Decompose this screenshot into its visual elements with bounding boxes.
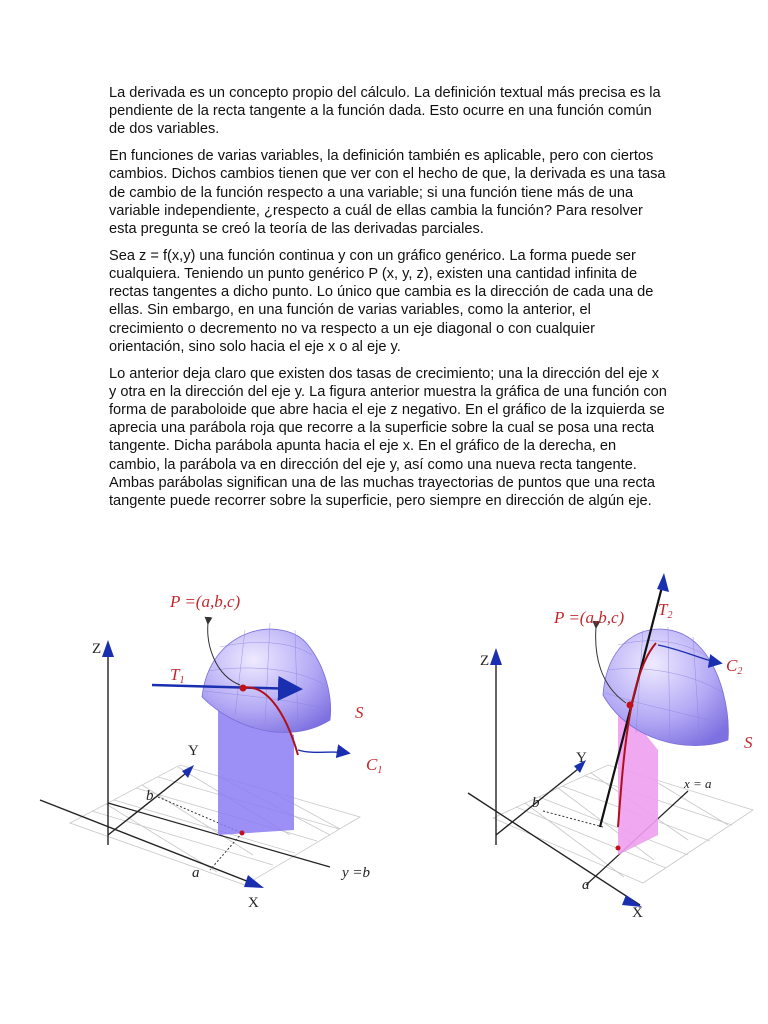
a-label: a [582,877,590,893]
c1-arrow [298,750,348,753]
plane-label: y =b [342,865,371,881]
paragraph-2: En funciones de varias variables, la definición también es aplicable, pero con ciertos cambios. Dichos cambios tienen que ver con el hecho de que, la derivada es una tasa de cambio de la función respecto a una variable; si una función tiene más de una variable independiente, ¿respecto a cuál de ellas cambia la función? Para resolver esta pregunta se creó la teoría de las derivadas parciales. [109,148,666,238]
tangent-label: T1 [170,665,185,686]
b-label: b [146,788,154,804]
point-p [627,702,634,709]
paragraph-4: Lo anterior deja claro que existen dos tasas de crecimiento; una la dirección del eje x y otra en la dirección del eje y. La figura anterior muestra la gráfica de una función con forma de paraboloide que abre hacia el eje z negativo. En el gráfico de la izquierda se aprecia una parábola roja que recorre a la superficie sobre la cual se posa una recta tangente. Dicha parábola apunta hacia el eje x. En el gráfico de la derecha, en cambio, la parábola va en dirección del eje y, así como una nueva recta tangente. Ambas parábolas significan una de las muchas trayectorias de puntos que una recta tangente puede recorrer sobre la superficie, pero siempre en dirección de algún eje. [109,365,667,510]
y-axis-label: Y [188,743,199,759]
surface-label: S [355,703,364,722]
z-axis-arrow [490,648,502,665]
figure-left-partial-x [30,585,390,915]
a-label: a [192,865,200,881]
figure-right-partial-y [408,565,768,925]
point-ab [616,846,621,851]
x-axis [468,793,640,905]
b-label: b [532,795,540,811]
curve-label: C2 [726,656,743,677]
x-axis-label: X [632,905,643,921]
surface-label: S [744,733,753,752]
y-axis-label: Y [576,750,587,766]
z-axis-label: Z [480,653,490,669]
x-axis-label: X [248,895,259,911]
y-axis [496,765,583,835]
point-label: P =(a,b,c) [554,608,625,627]
z-axis-label: Z [92,641,102,657]
paragraph-3: Sea z = f(x,y) una función continua y con un gráfico genérico. La forma puede ser cualquiera. Teniendo un punto genérico P (x, y, z), existen una cantidad infinita de rectas tangentes a dicho punto. Lo único que cambia es la dirección de cada una de ellas. Sin embargo, en una función de varias variables, como la anterior, el crecimiento o decremento no va respecto a un eje diagonal o con cualquier orientación, sino solo hacia el eje x o al eje y. [109,247,654,355]
curve-label: C1 [366,755,383,776]
paragraph-1: La derivada es un concepto propio del cálculo. La definición textual más precisa es la pendiente de la recta tangente a la función dada. Esto ocurre en una función común de dos variables. [109,85,661,138]
floor-grid [70,765,360,885]
x-axis-arrow [244,875,264,888]
tangent-arrow [657,573,669,592]
plane-label: x = a [684,776,712,791]
body-text [109,84,669,519]
point-p [240,685,247,692]
point-ab [240,831,245,836]
point-label: P =(a,b,c) [170,592,241,611]
z-axis-arrow [102,640,114,657]
tangent-label: T2 [658,600,673,621]
